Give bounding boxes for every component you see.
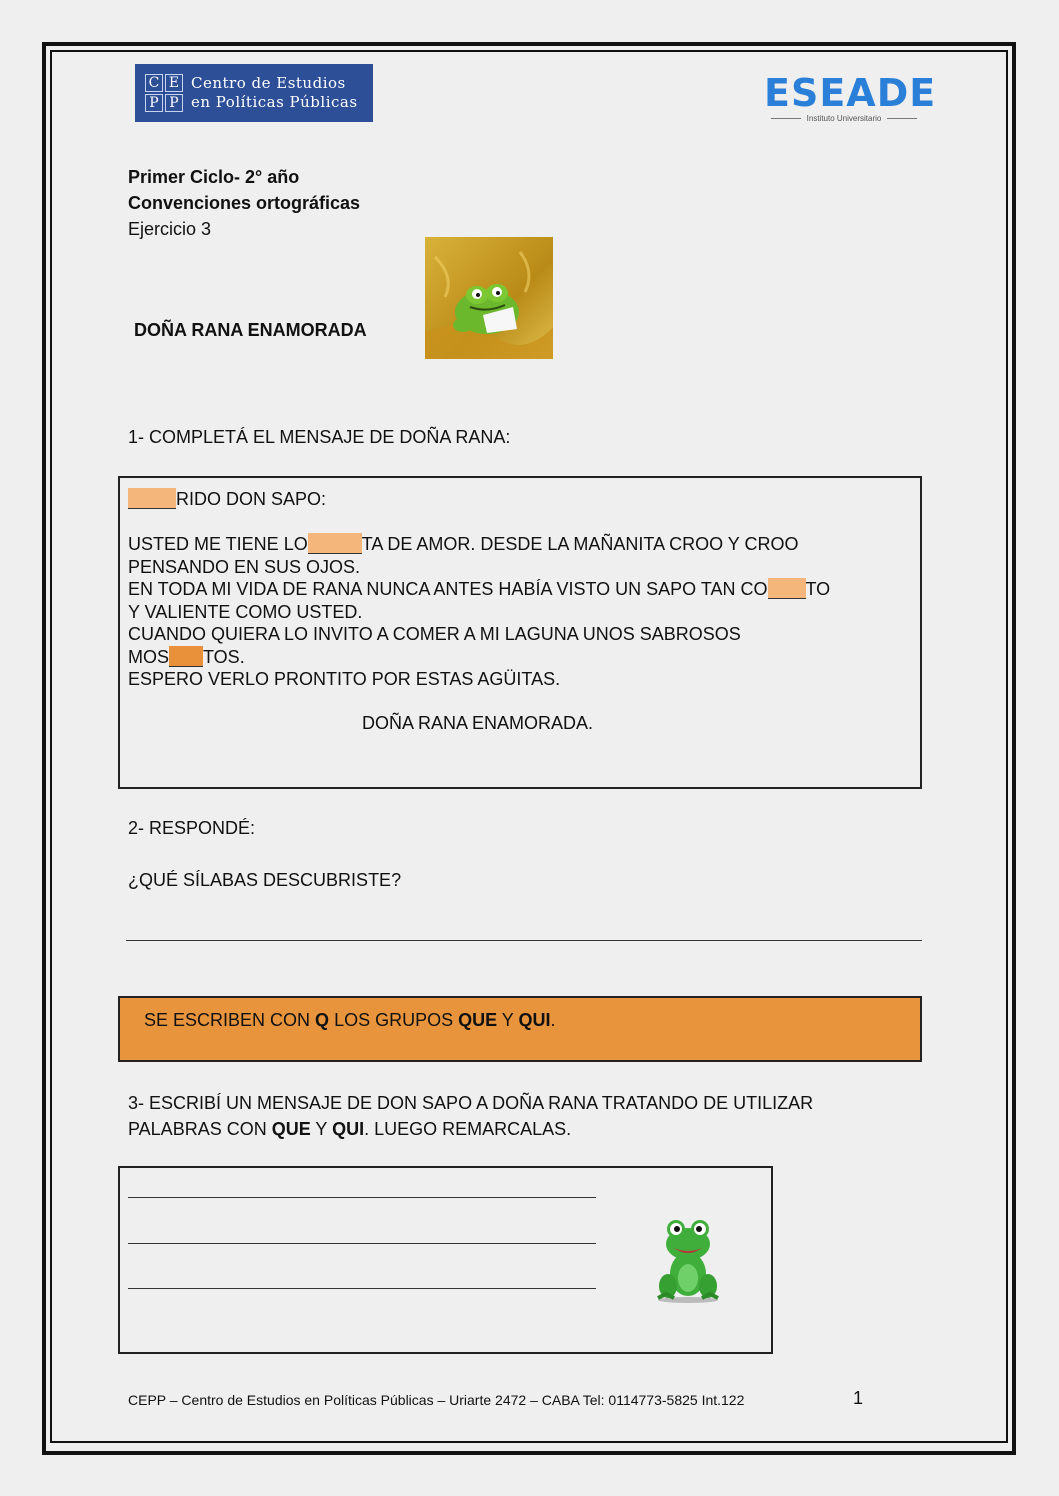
writing-line[interactable] [128,1288,596,1289]
rule-text: SE ESCRIBEN CON Q LOS GRUPOS QUE Y QUI. [144,1010,556,1030]
blank-2[interactable] [768,578,806,599]
question-2-text: ¿QUÉ SÍLABAS DESCUBRISTE? [128,870,402,890]
blank-1[interactable] [308,533,362,554]
writing-line[interactable] [128,1197,596,1198]
topic-heading: Convenciones ortográficas [128,193,361,213]
footer-text: CEPP – Centro de Estudios en Políticas Públicas – Uriarte 2472 – CABA Tel: 0114773-5825 Int.122 [128,1392,745,1408]
cycle-heading: Primer Ciclo- 2° año [128,167,300,187]
letter-line: CUANDO QUIERA LO INVITO A COMER A MI LAGUNA UNOS SABROSOS [128,624,741,644]
letter-line: EN TODA MI VIDA DE RANA NUNCA ANTES HABÍA VISTO UN SAPO TAN CO TO [128,579,831,599]
eseade-logo: ESEADE Instituto Universitario [764,71,937,123]
blank-greeting[interactable] [128,488,176,509]
question-2-prompt: 2- RESPONDÉ: [128,818,256,838]
cepp-name: Centro de Estudios en Políticas Públicas [191,74,358,111]
exercise-label: Ejercicio 3 [128,219,212,239]
cepp-monogram: C E P P [145,74,183,112]
letter-body [128,533,918,691]
letter-line: PENSANDO EN SUS OJOS. [128,556,361,577]
question-3-prompt: 3- ESCRIBÍ UN MENSAJE DE DON SAPO A DOÑA RANA TRATANDO DE UTILIZAR PALABRAS CON QUE Y QUI. LUEGO REMARCALAS. [128,1093,814,1139]
page-title: DOÑA RANA ENAMORADA [134,320,367,340]
page-number: 1 [853,1388,864,1408]
letter-signature: DOÑA RANA ENAMORADA. [362,713,594,733]
letter-line: ESPERO VERLO PRONTITO POR ESTAS AGÜITAS. [128,669,561,689]
letter-line: USTED ME TIENE LO TA DE AMOR. DESDE LA MAÑANITA CROO Y CROO [128,534,799,554]
writing-line[interactable] [128,1243,596,1244]
letter-line: MOS TOS. [128,646,245,667]
blank-3[interactable] [169,646,203,667]
letter-line: Y VALIENTE COMO USTED. [128,601,363,622]
question-1-prompt: 1- COMPLETÁ EL MENSAJE DE DOÑA RANA: [128,427,511,447]
letter-greeting: RIDO DON SAPO: [128,488,326,511]
frog-photo [425,237,553,359]
frog-icon [652,1214,724,1304]
frog-photo-icon [425,237,553,359]
answer-line[interactable] [126,940,922,941]
cepp-logo [135,64,373,122]
